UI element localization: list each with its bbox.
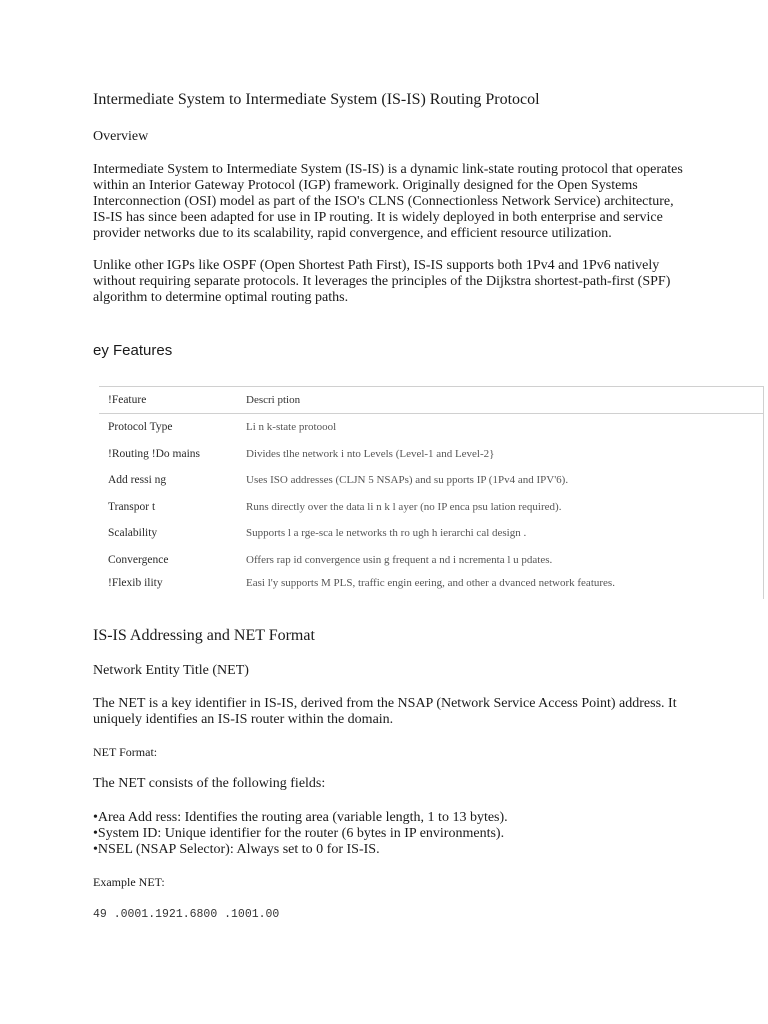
net-subheading: Network Entity Title (NET)	[93, 663, 249, 678]
overview-paragraph-2: Unlike other IGPs like OSPF (Open Shortest Path First), IS-IS supports both 1Pv4 and 1Pv6 natively without requiring separate protocols. It leverages the principles of the Dijkstra shortest-path-first (SPF) algorithm to determine optimal routing paths.	[93, 258, 671, 305]
net-heading: IS-IS Addressing and NET Format	[93, 627, 315, 644]
net-format-label: NET Format:	[93, 745, 158, 759]
page-title: Intermediate System to Intermediate System (IS-IS) Routing Protocol	[93, 91, 540, 108]
feature-cell: !Flexib ility	[108, 577, 163, 589]
table-row	[99, 520, 763, 547]
list-item: •Area Add ress: Identifies the routing area (variable length, 1 to 13 bytes).	[93, 810, 508, 825]
example-net-label: Example NET:	[93, 875, 165, 889]
table-row	[99, 441, 763, 468]
table-row	[99, 467, 763, 494]
feature-cell: Protocol Type	[108, 421, 173, 434]
table-row	[99, 494, 763, 521]
description-cell: Divides tlhe network i nto Levels (Level-1 and Level-2}	[246, 447, 495, 460]
table-row	[99, 414, 763, 441]
header-description: Descri ption	[246, 394, 301, 406]
description-cell: Li n k-state protoool	[246, 421, 337, 434]
example-net-value: 49 .0001.1921.6800 .1001.00	[93, 908, 280, 921]
net-paragraph-1: The NET is a key identifier in IS-IS, derived from the NSAP (Network Service Access Point) address. It uniquely identifies an IS-IS router within the domain.	[93, 696, 677, 727]
overview-paragraph-1: Intermediate System to Intermediate System (IS-IS) is a dynamic link-state routing protocol that operates within an Interior Gateway Protocol (IGP) framework. Originally designed for the Open Systems Interconnection (OSI) model as part of the ISO's CLNS (Connectionless Network Service) architecture, IS-IS has since been adapted for use in IP routing. It is widely deployed in both enterprise and service provider networks due to its scalability, rapid convergence, and efficient resource utilization.	[93, 162, 683, 241]
table-header	[99, 387, 763, 414]
document-body	[93, 90, 693, 360]
description-cell: Runs directly over the data li n k l ayer (no IP enca psu lation required).	[246, 500, 562, 513]
feature-cell: Add ressi ng	[108, 474, 167, 487]
addressing-section	[93, 626, 693, 921]
features-table	[99, 386, 764, 599]
feature-cell: !Routing !Do mains	[108, 447, 200, 460]
key-features-heading: ey Features	[93, 342, 173, 359]
description-cell: Easi l'y supports M PLS, traffic engin eering, and other a dvanced network features.	[246, 577, 615, 589]
feature-cell: Transpor t	[108, 500, 156, 513]
table-row	[99, 573, 763, 607]
table-row	[99, 547, 763, 574]
description-cell: Supports l a rge-sca le networks th ro ugh h ierarchi cal design .	[246, 527, 527, 540]
feature-cell: Scalability	[108, 527, 158, 540]
description-cell: Uses ISO addresses (CLJN 5 NSAPs) and su pports IP (1Pv4 and IPV'6).	[246, 474, 569, 487]
overview-heading: Overview	[93, 129, 149, 144]
feature-cell: Convergence	[108, 553, 169, 566]
list-item: •System ID: Unique identifier for the router (6 bytes in IP environments).	[93, 826, 505, 841]
net-paragraph-2: The NET consists of the following fields:	[93, 776, 326, 791]
net-fields-list	[93, 810, 693, 858]
description-cell: Offers rap id convergence usin g frequent a nd i ncrementa l u pdates.	[246, 553, 553, 566]
header-feature: !Feature	[108, 394, 147, 406]
list-item: •NSEL (NSAP Selector): Always set to 0 for IS-IS.	[93, 842, 380, 857]
